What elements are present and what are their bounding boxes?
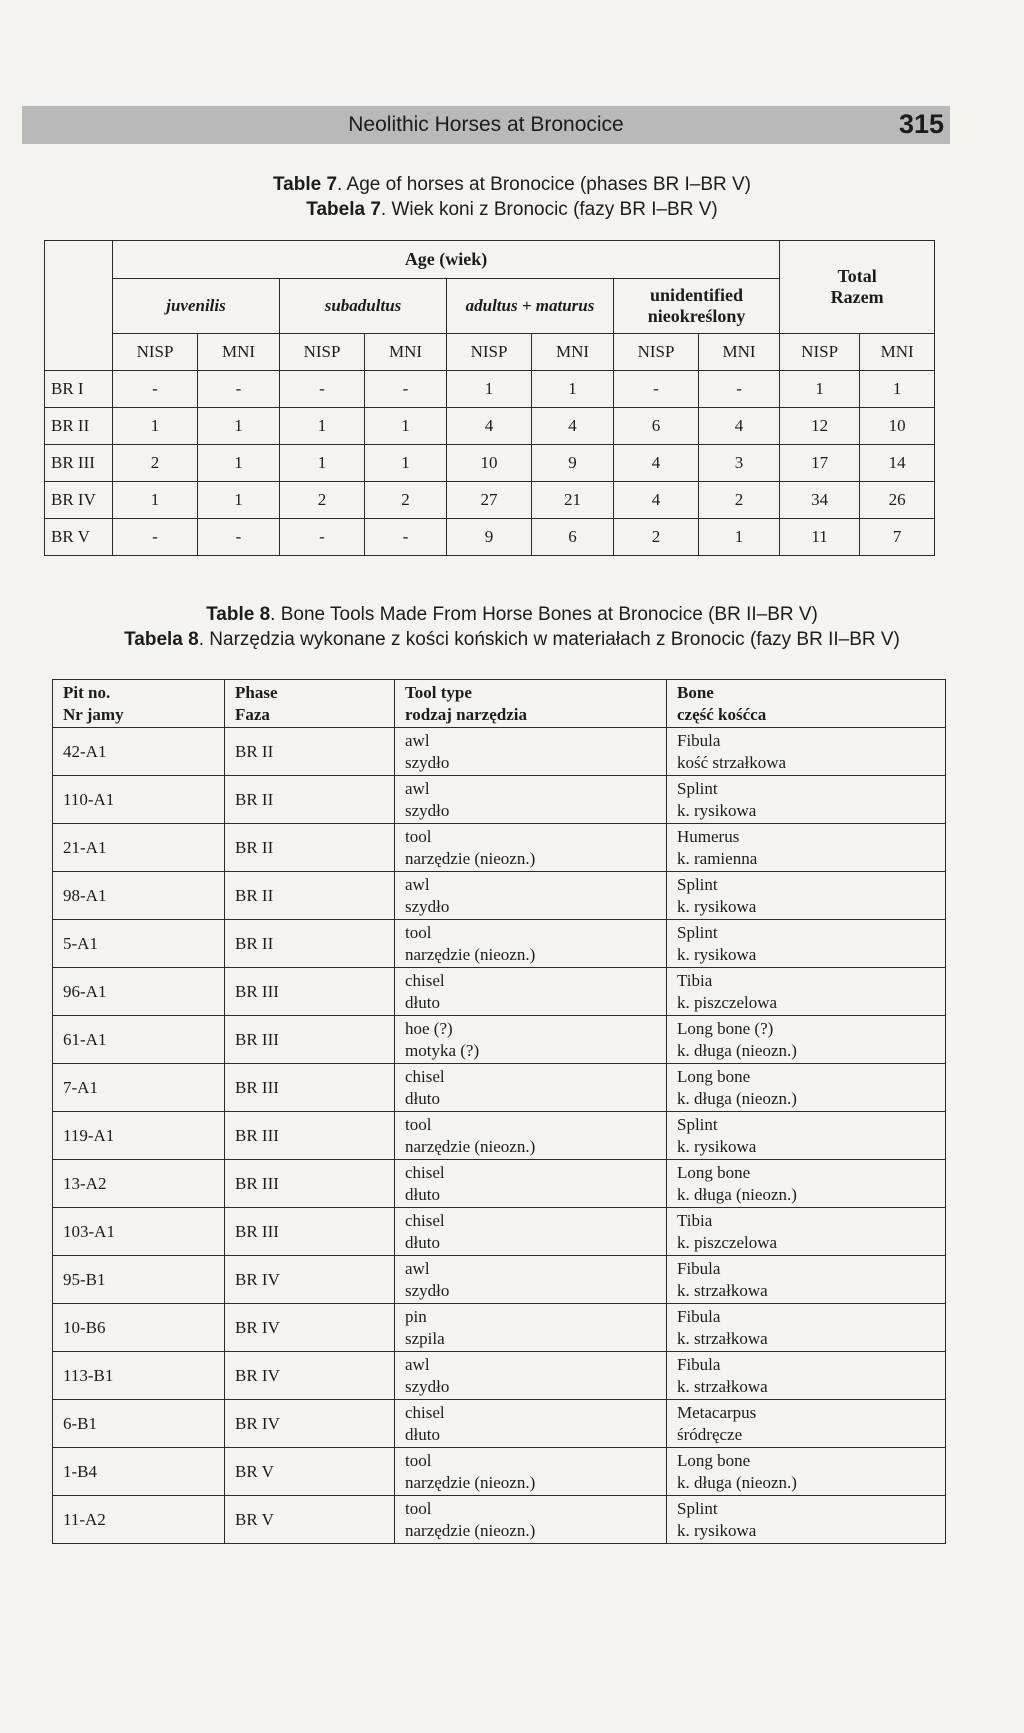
bone-en: Fibula [677,1258,721,1278]
tool-cell [395,824,667,872]
value-cell: 4 [614,445,699,482]
tool-cell [395,1304,667,1352]
value-cell: 1 [532,371,614,408]
tool-en: tool [405,1498,432,1518]
table-row [53,1112,946,1160]
bone-en: Splint [677,874,718,894]
bone-cell [667,1352,946,1400]
unidentified-en: unidentified [650,285,744,305]
tool-cell [395,1352,667,1400]
bone-en: Splint [677,1498,718,1518]
table-row [53,1208,946,1256]
value-cell: 6 [614,408,699,445]
bone-cell [667,968,946,1016]
phase-cell: BR V [225,1496,395,1544]
column-header-en: Tool type [405,682,472,702]
tool-en: tool [405,826,432,846]
column-header-pl: rodzaj narzędzia [405,704,527,724]
value-cell: 2 [365,482,447,519]
bone-cell [667,824,946,872]
phase-cell: BR II [225,920,395,968]
phase-cell: BR III [45,445,113,482]
value-cell: - [198,519,280,556]
bone-en: Tibia [677,970,713,990]
bone-pl: k. strzałkowa [677,1280,768,1300]
subheader-cell: MNI [198,334,280,371]
tool-en: chisel [405,1402,445,1422]
pit-cell: 95-B1 [53,1256,225,1304]
value-cell: 2 [699,482,780,519]
value-cell: 21 [532,482,614,519]
bone-en: Long bone [677,1450,751,1470]
phase-cell: BR III [225,1112,395,1160]
value-cell: 6 [532,519,614,556]
tool-pl: dłuto [405,992,440,1012]
value-cell: 4 [447,408,532,445]
tool-pl: dłuto [405,1184,440,1204]
value-cell: 2 [280,482,365,519]
pit-cell: 61-A1 [53,1016,225,1064]
tool-en: tool [405,1114,432,1134]
column-header [225,680,395,728]
column-header [53,680,225,728]
bone-pl: k. rysikowa [677,800,757,820]
bone-cell [667,872,946,920]
phase-cell: BR III [225,1160,395,1208]
table7-caption-en-label: Table 7 [272,174,338,195]
pit-cell: 21-A1 [53,824,225,872]
tool-pl: szydło [405,800,450,820]
bone-pl: k. ramienna [677,848,758,868]
table8-caption-en-label: Table 8 [206,604,271,625]
page-number: 315 [898,109,944,139]
bone-pl: k. rysikowa [677,1136,757,1156]
value-cell: 1 [280,445,365,482]
bone-cell [667,1304,946,1352]
value-cell: 1 [780,371,860,408]
tool-en: chisel [405,1162,445,1182]
value-cell: 1 [280,408,365,445]
phase-cell: BR III [225,1208,395,1256]
bone-en: Humerus [677,826,740,846]
table8-caption-en-text: . Bone Tools Made From Horse Bones at Bronocice (BR II–BR V) [270,604,818,625]
pit-cell: 96-A1 [53,968,225,1016]
tool-cell [395,776,667,824]
bone-pl: k. długa (nieozn.) [677,1088,797,1108]
tool-cell [395,1016,667,1064]
bone-en: Tibia [677,1210,713,1230]
pit-cell: 113-B1 [53,1352,225,1400]
value-cell: 1 [365,445,447,482]
column-header [667,680,946,728]
value-cell: 1 [113,408,198,445]
phase-cell: BR III [225,968,395,1016]
tool-cell [395,872,667,920]
subheader-cell: NISP [447,334,532,371]
table-row [53,824,946,872]
tool-cell [395,920,667,968]
tool-en: awl [405,1354,430,1374]
running-header [22,106,950,144]
pit-cell: 119-A1 [53,1112,225,1160]
table-row [53,728,946,776]
bone-pl: k. strzałkowa [677,1376,768,1396]
tool-pl: szpila [405,1328,445,1348]
table-row [53,1448,946,1496]
tool-pl: dłuto [405,1424,440,1444]
bone-en: Fibula [677,730,721,750]
bone-cell [667,1400,946,1448]
table8-caption-pl-text: . Narzędzia wykonane z kości końskich w materiałach z Bronocic (fazy BR II–BR V) [198,629,900,650]
value-cell: 1 [198,445,280,482]
tool-en: chisel [405,1066,445,1086]
tool-en: awl [405,874,430,894]
bone-pl: k. długa (nieozn.) [677,1184,797,1204]
bone-cell [667,1160,946,1208]
age-table [44,240,935,556]
group-header-subadultus: subadultus [280,279,447,334]
bone-en: Long bone [677,1162,751,1182]
pit-cell: 98-A1 [53,872,225,920]
bone-pl: k. długa (nieozn.) [677,1472,797,1492]
pit-cell: 7-A1 [53,1064,225,1112]
value-cell: 4 [614,482,699,519]
tool-pl: dłuto [405,1232,440,1252]
bone-pl: k. piszczelowa [677,992,778,1012]
column-header [395,680,667,728]
tool-pl: szydło [405,752,450,772]
value-cell: 2 [614,519,699,556]
tool-cell [395,1208,667,1256]
tool-en: tool [405,922,432,942]
bone-en: Metacarpus [677,1402,757,1422]
tool-en: pin [405,1306,427,1326]
tool-cell [395,1112,667,1160]
table-row [53,1256,946,1304]
group-header-unidentified [614,279,780,334]
value-cell: 1 [113,482,198,519]
table-row [53,968,946,1016]
phase-cell: BR II [45,408,113,445]
table-row [53,1400,946,1448]
tool-cell [395,1496,667,1544]
value-cell: - [280,371,365,408]
bone-cell [667,1112,946,1160]
table7-caption-en [0,172,1024,197]
tool-cell [395,1400,667,1448]
table-row [45,408,935,445]
unidentified-pl: nieokreślony [647,306,746,326]
value-cell: 27 [447,482,532,519]
column-header-pl: Nr jamy [63,704,124,724]
table-row [45,482,935,519]
pit-cell: 10-B6 [53,1304,225,1352]
tool-pl: motyka (?) [405,1040,480,1060]
column-header-en: Bone [677,682,714,702]
table8-caption-pl-label: Tabela 8 [124,629,199,650]
tool-pl: narzędzie (nieozn.) [405,1472,536,1492]
tool-cell [395,1256,667,1304]
column-header-pl: część kośćca [677,704,767,724]
phase-cell: BR IV [225,1304,395,1352]
bone-pl: k. strzałkowa [677,1328,768,1348]
value-cell: 34 [780,482,860,519]
value-cell: 1 [860,371,935,408]
tool-pl: narzędzie (nieozn.) [405,848,536,868]
phase-cell: BR V [225,1448,395,1496]
pit-cell: 103-A1 [53,1208,225,1256]
value-cell: 10 [447,445,532,482]
bone-cell [667,1064,946,1112]
subheader-cell: MNI [860,334,935,371]
bone-cell [667,1256,946,1304]
value-cell: 26 [860,482,935,519]
table-row [45,519,935,556]
bone-en: Splint [677,922,718,942]
table-row [53,776,946,824]
tool-pl: szydło [405,896,450,916]
pit-cell: 5-A1 [53,920,225,968]
phase-cell: BR I [45,371,113,408]
bone-pl: k. długa (nieozn.) [677,1040,797,1060]
bone-pl: k. piszczelowa [677,1232,778,1252]
table-row [53,1160,946,1208]
table-row [45,445,935,482]
bone-en: Splint [677,1114,718,1134]
table-row [45,371,935,408]
subheader-cell: MNI [365,334,447,371]
column-header-en: Pit no. [63,682,111,702]
value-cell: 10 [860,408,935,445]
bone-cell [667,1448,946,1496]
bone-pl: k. rysikowa [677,896,757,916]
value-cell: - [113,519,198,556]
subheader-cell: NISP [780,334,860,371]
phase-cell: BR IV [45,482,113,519]
tool-en: hoe (?) [405,1018,453,1038]
age-table-corner [45,241,113,371]
bone-cell [667,920,946,968]
table8-caption-pl [0,627,1024,652]
value-cell: 2 [113,445,198,482]
phase-cell: BR III [225,1016,395,1064]
value-cell: 1 [365,408,447,445]
tool-cell [395,968,667,1016]
bone-pl: k. rysikowa [677,944,757,964]
phase-cell: BR II [225,872,395,920]
value-cell: 14 [860,445,935,482]
tool-en: chisel [405,970,445,990]
table-row [53,920,946,968]
value-cell: - [614,371,699,408]
phase-cell: BR IV [225,1352,395,1400]
phase-cell: BR II [225,776,395,824]
value-cell: 4 [532,408,614,445]
value-cell: 1 [198,408,280,445]
subheader-cell: MNI [532,334,614,371]
value-cell: 9 [447,519,532,556]
phase-cell: BR III [225,1064,395,1112]
table-row [53,1304,946,1352]
value-cell: 17 [780,445,860,482]
subheader-cell: NISP [280,334,365,371]
table7-caption-pl-text: . Wiek koni z Bronocic (fazy BR I–BR V) [380,199,718,220]
subheader-cell: MNI [699,334,780,371]
running-header-title: Neolithic Horses at Bronocice [348,113,624,136]
bone-cell [667,776,946,824]
bone-cell [667,1208,946,1256]
value-cell: - [280,519,365,556]
bone-cell [667,728,946,776]
total-header [780,241,935,334]
pit-cell: 6-B1 [53,1400,225,1448]
tool-pl: narzędzie (nieozn.) [405,944,536,964]
bone-en: Long bone [677,1066,751,1086]
value-cell: - [198,371,280,408]
table7-caption-en-text: . Age of horses at Bronocice (phases BR I–BR V) [337,174,752,195]
value-cell: 11 [780,519,860,556]
total-header-pl: Razem [830,287,884,307]
pit-cell: 11-A2 [53,1496,225,1544]
group-header-juvenilis: juvenilis [113,279,280,334]
value-cell: 3 [699,445,780,482]
pit-cell: 42-A1 [53,728,225,776]
value-cell: 1 [447,371,532,408]
phase-cell: BR V [45,519,113,556]
pit-cell: 13-A2 [53,1160,225,1208]
bone-pl: k. rysikowa [677,1520,757,1540]
tool-pl: narzędzie (nieozn.) [405,1520,536,1540]
phase-cell: BR IV [225,1400,395,1448]
table-row [53,1064,946,1112]
table-row [53,1496,946,1544]
column-header-en: Phase [235,682,278,702]
table7-caption-pl-label: Tabela 7 [306,199,381,220]
value-cell: - [365,371,447,408]
total-header-en: Total [837,266,877,286]
bone-en: Long bone (?) [677,1018,774,1038]
bone-cell [667,1496,946,1544]
tool-cell [395,1160,667,1208]
bone-pl: śródręcze [677,1424,743,1444]
bone-en: Fibula [677,1354,721,1374]
tool-cell [395,728,667,776]
value-cell: - [365,519,447,556]
table7-caption-pl [0,197,1024,222]
value-cell: 1 [699,519,780,556]
phase-cell: BR IV [225,1256,395,1304]
bone-en: Fibula [677,1306,721,1326]
tool-pl: szydło [405,1376,450,1396]
tool-pl: narzędzie (nieozn.) [405,1136,536,1156]
tool-en: awl [405,730,430,750]
value-cell: 9 [532,445,614,482]
value-cell: - [699,371,780,408]
pit-cell: 1-B4 [53,1448,225,1496]
tool-en: awl [405,778,430,798]
tool-en: chisel [405,1210,445,1230]
tool-cell [395,1064,667,1112]
group-header-adultus: adultus + maturus [447,279,614,334]
bone-en: Splint [677,778,718,798]
value-cell: 7 [860,519,935,556]
table-row [53,872,946,920]
phase-cell: BR II [225,824,395,872]
bone-tools-table [52,679,946,1544]
tool-pl: dłuto [405,1088,440,1108]
value-cell: 1 [198,482,280,519]
table-row [53,1352,946,1400]
pit-cell: 110-A1 [53,776,225,824]
age-header: Age (wiek) [113,241,780,279]
bone-cell [667,1016,946,1064]
tool-cell [395,1448,667,1496]
value-cell: 12 [780,408,860,445]
subheader-cell: NISP [113,334,198,371]
value-cell: 4 [699,408,780,445]
tool-en: awl [405,1258,430,1278]
table8-caption-en [0,602,1024,627]
subheader-cell: NISP [614,334,699,371]
tool-pl: szydło [405,1280,450,1300]
value-cell: - [113,371,198,408]
bone-pl: kość strzałkowa [677,752,787,772]
column-header-pl: Faza [235,704,270,724]
table-row [53,1016,946,1064]
phase-cell: BR II [225,728,395,776]
tool-en: tool [405,1450,432,1470]
